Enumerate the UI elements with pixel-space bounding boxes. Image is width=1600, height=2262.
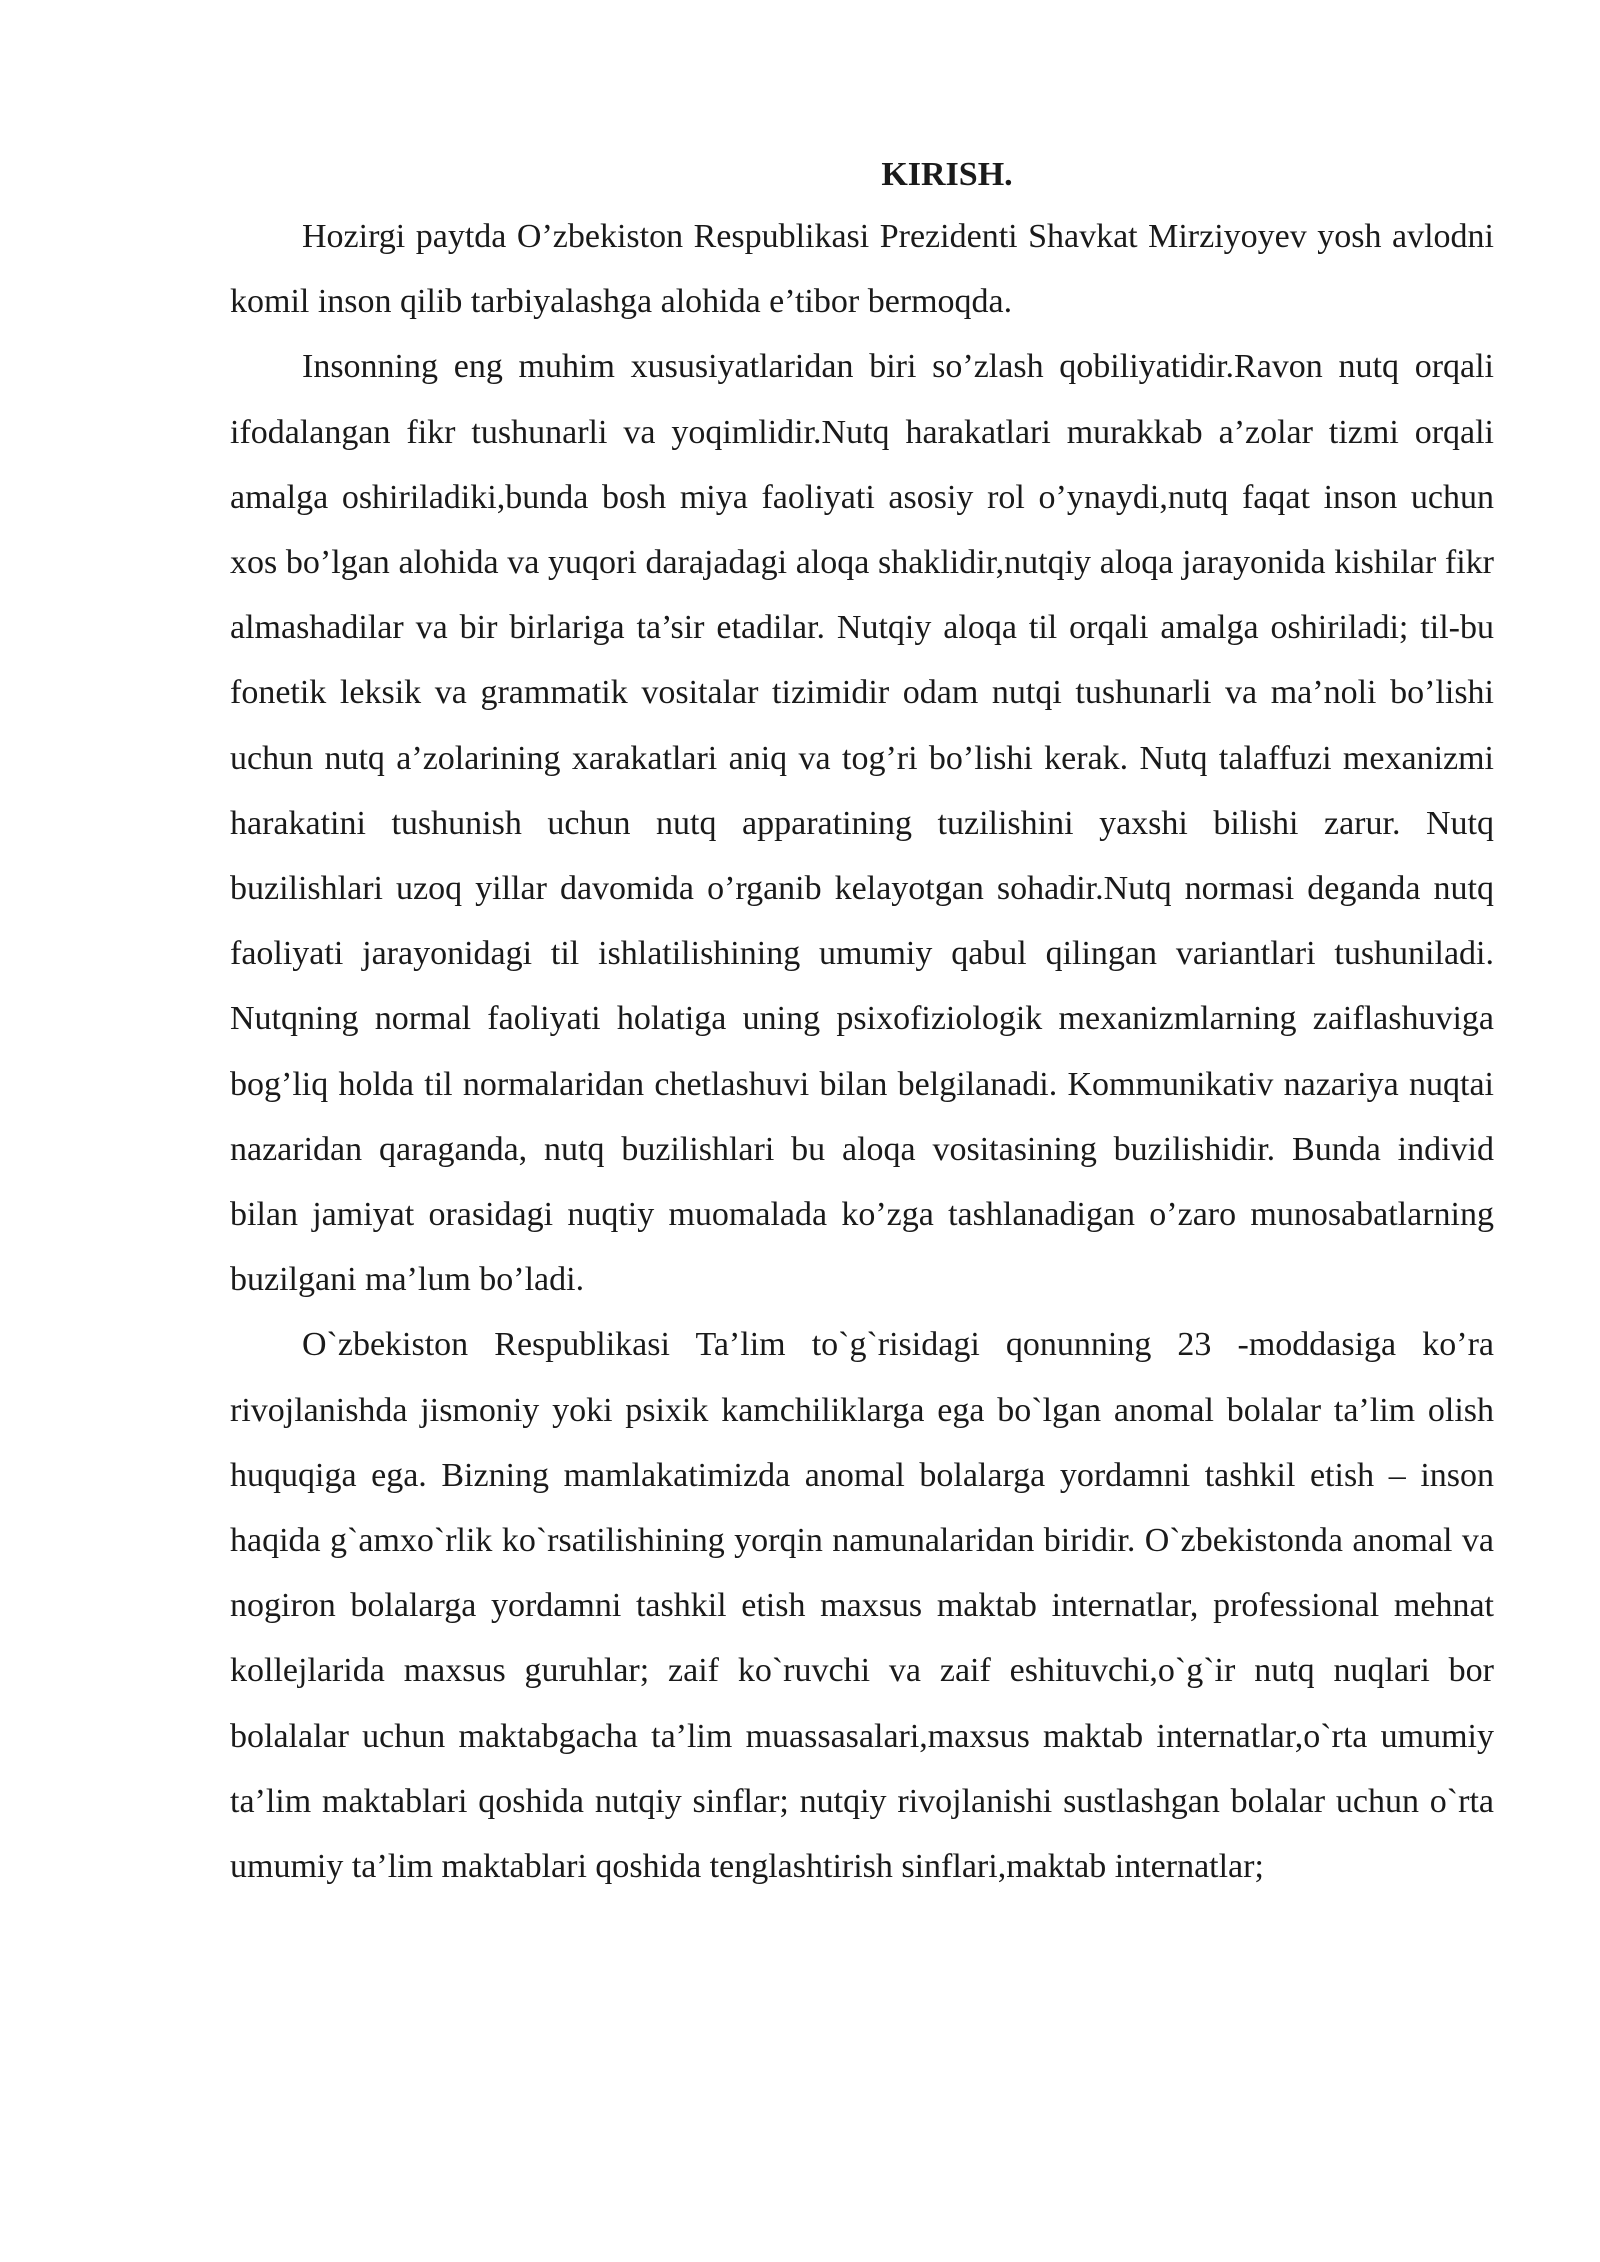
paragraph-law: O`zbekiston Respublikasi Ta’lim to`g`risidagi qonunning 23 -moddasiga ko’ra rivojlanishda jismoniy yoki psixik kamchiliklarga ega bo`lgan anomal bolalar ta’lim olish huquqiga ega. Bizning mamlakatimizda anomal bolalarga yordamni tashkil etish – inson haqida g`amxo`rlik ko`rsatilishining yorqin namunalaridan biridir. O`zbekistonda anomal va nogiron bolalarga yordamni tashkil etish maxsus maktab internatlar, professional mehnat kollejlarida maxsus guruhlar; zaif ko`ruvchi va zaif eshituvchi,o`g`ir nutq nuqlari bor bolalalar uchun maktabgacha ta’lim muassasalari,maxsus maktab internatlar,o`rta umumiy ta’lim maktablari qoshida nutqiy sinflar; nutqiy rivojlanishi sustlashgan bolalar uchun o`rta umumiy ta’lim maktablari qoshida tenglashtirish sinflari,maktab internatlar; [230, 1326, 1494, 1886]
document-body [230, 150, 1494, 1899]
paragraph-intro: Hozirgi paytda O’zbekiston Respublikasi Prezidenti Shavkat Mirziyoyev yosh avlodni komil inson qilib tarbiyalashga alohida e’tibor bermoqda. [230, 218, 1494, 321]
document-title: KIRISH. [881, 156, 1013, 193]
paragraph-speech: Insonning eng muhim xususiyatlaridan biri so’zlash qobiliyatidir.Ravon nutq orqali ifodalangan fikr tushunarli va yoqimlidir.Nutq harakatlari murakkab a’zolar tizmi orqali amalga oshiriladiki,bunda bosh miya faoliyati asosiy rol o’ynaydi,nutq faqat inson uchun xos bo’lgan alohida va yuqori darajadagi aloqa shaklidir,nutqiy aloqa jarayonida kishilar fikr almashadilar va bir birlariga ta’sir etadilar. Nutqiy aloqa til orqali amalga oshiriladi; til-bu fonetik leksik va grammatik vositalar tizimidir odam nutqi tushunarli va ma’noli bo’lishi uchun nutq a’zolarining xarakatlari aniq va tog’ri bo’lishi kerak. Nutq talaffuzi mexanizmi harakatini tushunish uchun nutq apparatining tuzilishini yaxshi bilishi zarur. Nutq buzilishlari uzoq yillar davomida o’rganib kelayotgan sohadir.Nutq normasi deganda nutq faoliyati jarayonidagi til ishlatilishining umumiy qabul qilingan variantlari tushuniladi. Nutqning normal faoliyati holatiga uning psixofiziologik mexanizmlarning zaiflashuviga bog’liq holda til normalaridan chetlashuvi bilan belgilanadi. Kommunikativ nazariya nuqtai nazaridan qaraganda, nutq buzilishlari bu aloqa vositasining buzilishidir. Bunda individ bilan jamiyat orasidagi nuqtiy muomalada ko’zga tashlanadigan o’zaro munosabatlarning buzilgani ma’lum bo’ladi. [230, 348, 1494, 1299]
